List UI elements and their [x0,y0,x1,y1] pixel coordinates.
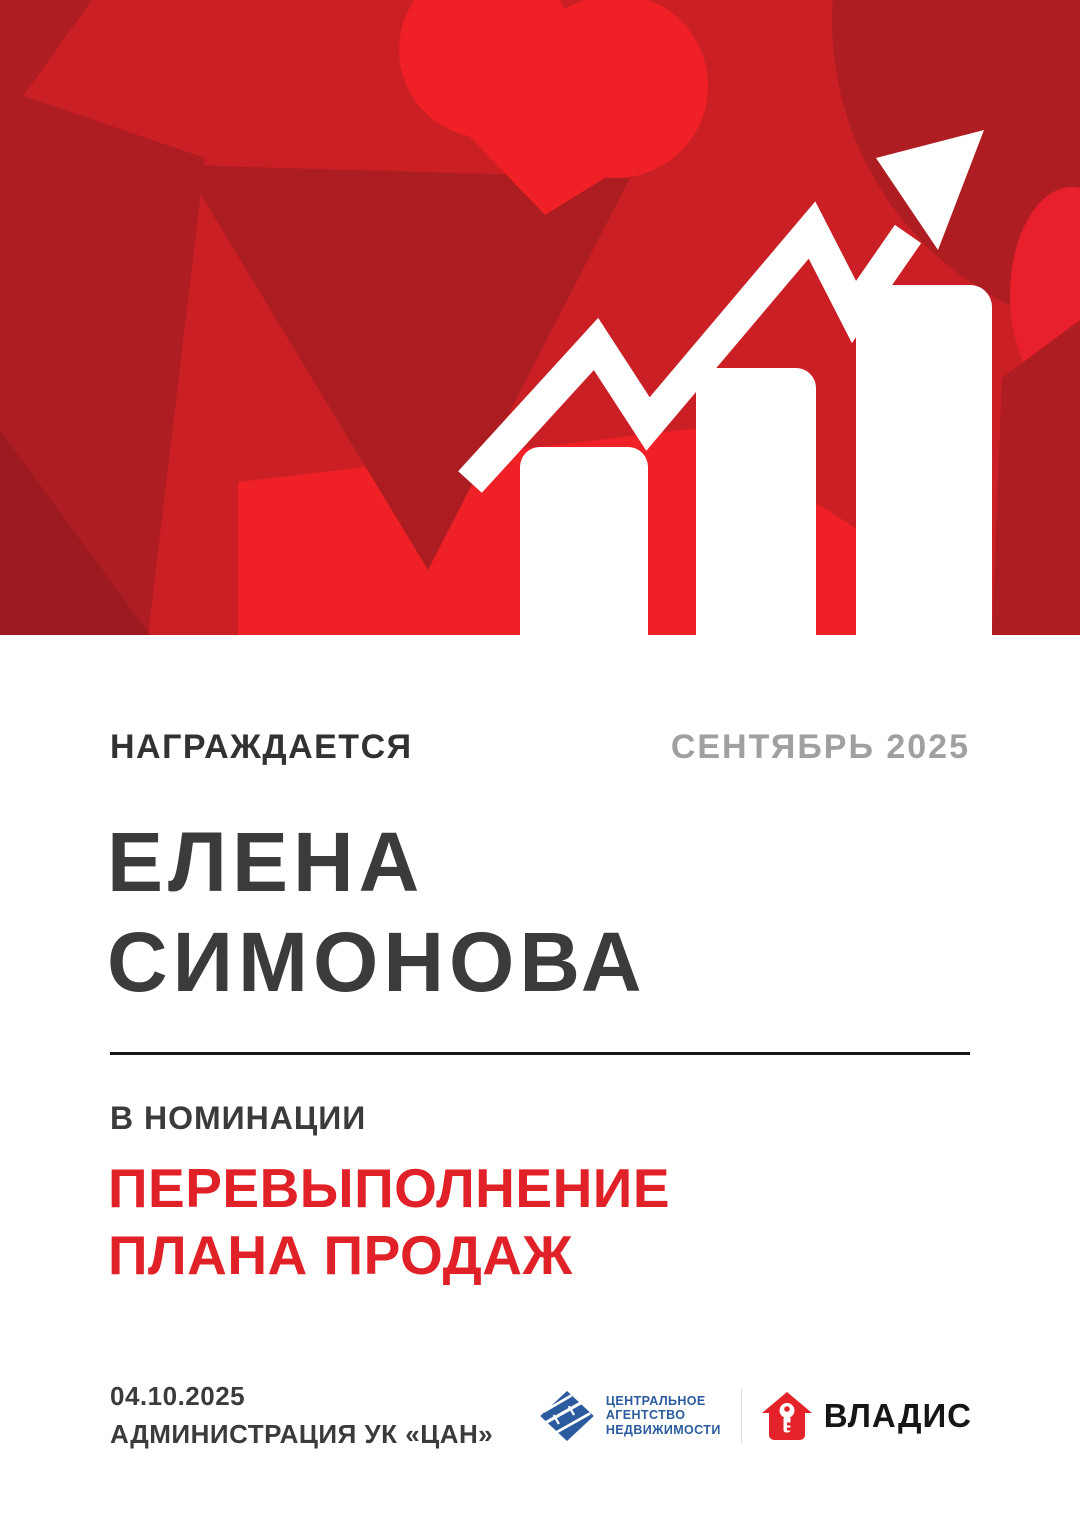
header-row [110,728,970,767]
banner-artwork [0,0,1080,635]
tsan-text-line3: НЕДВИЖИМОСТИ [605,1422,721,1437]
tsan-text-line2: АГЕНТСТВО [605,1408,686,1423]
nomination-title-line2: ПЛАНА ПРОДАЖ [108,1224,573,1286]
issuer-block [110,1378,493,1453]
banner-art-svg [0,0,1080,635]
period-label: СЕНТЯБРЬ 2025 [670,728,970,766]
tsan-logo [540,1391,721,1441]
logos-row [540,1389,972,1443]
nomination-title [108,1155,980,1289]
award-label: НАГРАЖДАЕТСЯ [110,728,413,766]
tsan-logo-text [606,1394,721,1438]
tsan-text-line1: ЦЕНТРАЛЬНОЕ [605,1393,706,1408]
nomination-title-line1: ПЕРЕВЫПОЛНЕНИЕ [108,1157,671,1219]
house-key-icon [762,1392,812,1440]
vladis-logo-text: ВЛАДИС [823,1396,972,1434]
issue-date: 04.10.2025 [110,1381,246,1411]
diamond-origami-icon [540,1391,594,1441]
footer [110,1378,972,1453]
logo-divider [741,1389,742,1443]
recipient-name-line2: СИМОНОВА [107,915,647,1009]
nomination-label: В НОМИНАЦИИ [110,1100,367,1136]
recipient-name-line1: ЕЛЕНА [107,815,425,909]
recipient-name [107,812,970,1012]
divider-line [110,1052,970,1055]
vladis-logo [762,1392,972,1440]
issuer-name: АДМИНИСТРАЦИЯ УК «ЦАН» [110,1418,494,1449]
